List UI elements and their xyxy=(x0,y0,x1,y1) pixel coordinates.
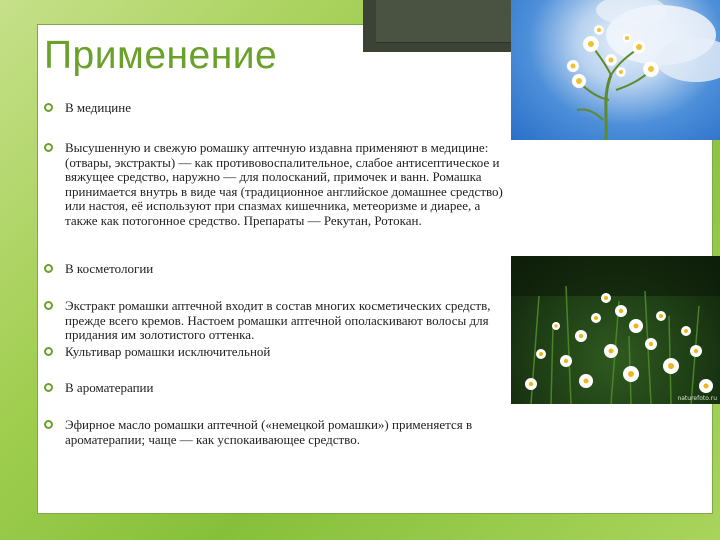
bullet-icon xyxy=(44,143,53,152)
photo-credit: naturefoto.ru xyxy=(677,395,717,402)
bullet-text: В косметологии xyxy=(65,261,154,276)
chamomile-field-illustration xyxy=(511,256,720,404)
bullet-cosmetology-body xyxy=(44,299,504,343)
bullet-icon xyxy=(44,383,53,392)
bullet-icon xyxy=(44,301,53,310)
chamomile-field-photo xyxy=(511,256,720,404)
bullet-icon xyxy=(44,264,53,273)
bullet-text: Культивар ромашки исключительной xyxy=(65,344,271,359)
bullet-medicine-body xyxy=(44,141,504,228)
bullet-cosmetology-heading xyxy=(44,262,504,277)
bullet-icon xyxy=(44,347,53,356)
bullet-aromatherapy-heading xyxy=(44,381,504,396)
bullet-text: Экстракт ромашки аптечной входит в состав многих косметических средств, прежде всего кремов. Настоем ромашки аптечной ополаскивают волосы для придания им золотистого оттенка. xyxy=(65,298,491,342)
slide-title: Применение xyxy=(44,34,278,77)
chamomile-sky-illustration xyxy=(511,0,720,140)
bullet-medicine-heading xyxy=(44,101,504,116)
bullet-cultivar xyxy=(44,345,504,360)
chamomile-sky-photo xyxy=(511,0,720,140)
bullet-text: Эфирное масло ромашки аптечной («немецкой ромашки») применяется в ароматерапии; чаще — как успокаивающее средство. xyxy=(65,417,473,447)
corner-decoration-inner xyxy=(376,0,512,43)
bullet-text: Высушенную и свежую ромашку аптечную издавна применяют в медицине: (отвары, экстракты) — как противовоспалительное, слабое антисептическое и вяжущее средство, наружно — для полосканий, примочек и ванн. Ромашка принимается внутрь в виде чая (традиционное английское домашнее средство) или настоя, её используют при спазмах кишечника, метеоризме и диарее, а также как потогонное средство. Препараты — Рекутан, Ротокан. xyxy=(65,140,503,228)
bullet-icon xyxy=(44,420,53,429)
bullet-icon xyxy=(44,103,53,112)
bullet-text: В ароматерапии xyxy=(65,380,154,395)
bullet-text: В медицине xyxy=(65,100,131,115)
bullet-aromatherapy-body xyxy=(44,418,504,447)
